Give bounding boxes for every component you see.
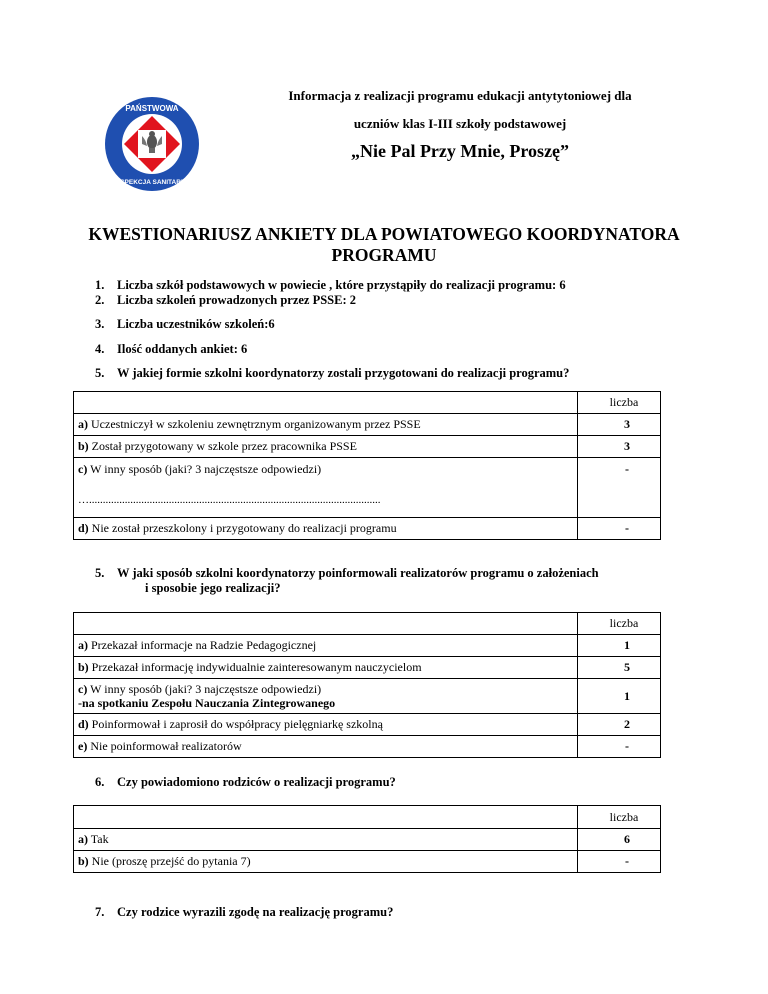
table-row: a) Przekazał informacje na Radzie Pedagogicznej 1 xyxy=(74,635,661,657)
table-row: e) Nie poinformował realizatorów - xyxy=(74,736,661,758)
table-header-row xyxy=(74,806,661,829)
count-value: 1 xyxy=(578,635,661,657)
column-header-liczba: liczba xyxy=(578,806,661,829)
answer-placeholder-dots: ….......................................................................................................... xyxy=(78,494,381,506)
table-header-row xyxy=(74,392,661,414)
count-value: - xyxy=(578,458,661,518)
table-row: d) Poinformował i zaprosił do współpracy pielęgniarkę szkolną 2 xyxy=(74,714,661,736)
table-row: a) Uczestniczył w szkoleniu zewnętrznym organizowanym przez PSSE 3 xyxy=(74,414,661,436)
table-row: b) Nie (proszę przejść do pytania 7) - xyxy=(74,851,661,873)
count-value: - xyxy=(578,736,661,758)
program-name: „Nie Pal Przy Mnie, Proszę” xyxy=(350,141,570,161)
count-value: 2 xyxy=(578,714,661,736)
pis-logo xyxy=(104,96,200,192)
other-answer-text: -na spotkaniu Zespołu Nauczania Zintegrowanego xyxy=(78,696,336,710)
table-training-form xyxy=(73,391,661,540)
count-value: - xyxy=(578,518,661,540)
table-row: d) Nie został przeszkolony i przygotowany do realizacji programu - xyxy=(74,518,661,540)
count-value: 3 xyxy=(578,436,661,458)
count-value: 5 xyxy=(578,657,661,679)
table-row: c) W inny sposób (jaki? 3 najczęstsze odpowiedzi) ….......................................................................................................... - xyxy=(74,458,661,518)
table-parents-notified xyxy=(73,805,661,873)
column-header-liczba: liczba xyxy=(578,613,661,635)
column-header-liczba: liczba xyxy=(578,392,661,414)
table-row: b) Został przygotowany w szkole przez pracownika PSSE 3 xyxy=(74,436,661,458)
table-header-row xyxy=(74,613,661,635)
table-informing-realizators xyxy=(73,612,661,758)
count-value: - xyxy=(578,851,661,873)
title-line-2: PROGRAMU xyxy=(331,245,437,265)
svg-text:INSPEKCJA SANITARNA: INSPEKCJA SANITARNA xyxy=(113,179,191,186)
question-5b-line-2: i sposobie jego realizacji? xyxy=(145,581,281,595)
header-line-1: Informacja z realizacji programu edukacji antytytoniowej dla xyxy=(288,88,632,103)
header-line-2: uczniów klas I-III szkoły podstawowej xyxy=(353,116,567,131)
table-row: a) Tak 6 xyxy=(74,829,661,851)
table-row: b) Przekazał informację indywidualnie zainteresowanym nauczycielom 5 xyxy=(74,657,661,679)
page-title xyxy=(60,224,708,266)
svg-text:PAŃSTWOWA: PAŃSTWOWA xyxy=(125,104,179,113)
title-line-1: KWESTIONARIUSZ ANKIETY DLA POWIATOWEGO KOORDYNATORA xyxy=(88,224,680,244)
count-value: 6 xyxy=(578,829,661,851)
count-value: 3 xyxy=(578,414,661,436)
table-row: c) W inny sposób (jaki? 3 najczęstsze odpowiedzi) -na spotkaniu Zespołu Nauczania Zintegrowanego 1 xyxy=(74,679,661,714)
count-value: 1 xyxy=(578,679,661,714)
